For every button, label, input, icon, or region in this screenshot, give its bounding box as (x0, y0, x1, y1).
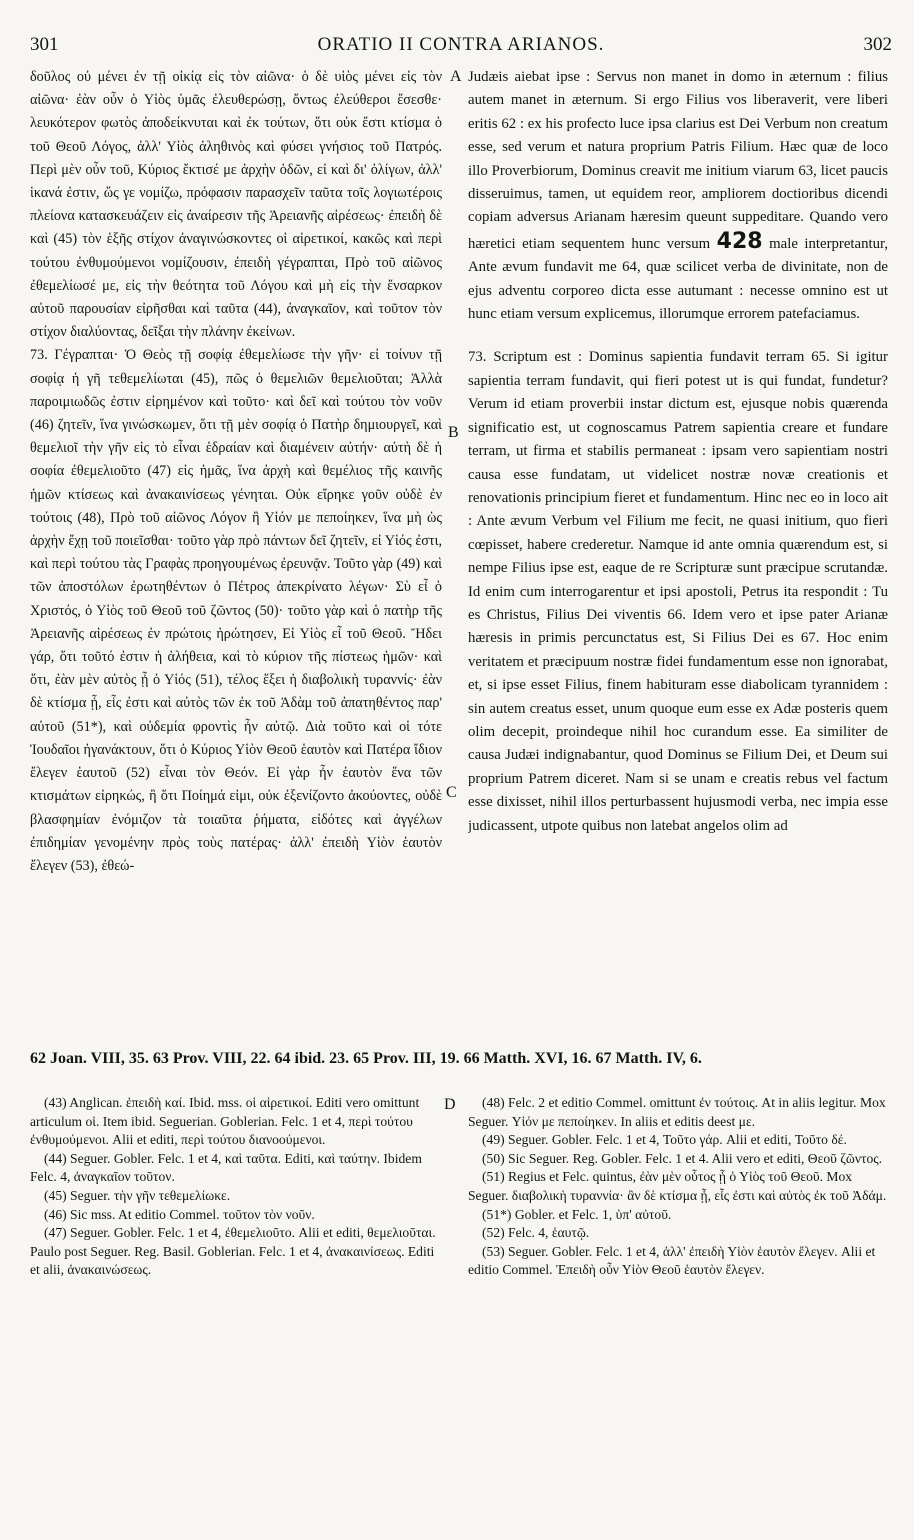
latin-paragraph-1a: Judæis aiebat ipse : Servus non manet in domo in æternum : filius autem manet in æternum. Si ergo Filius vos liberaverit, vere liberi eritis 62 : ex his profecto luce ipsa clarius est Dei Verbum non creatum esse, sed verum et natura proprium Patris Filium. Hæc quæ de loco illo Proverbiorum, Dominus creavit me initium viarum 63, licet paucis disseruimus, tamen, ut equidem reor, ampliorem doctioribus dicendi copiam adversus Arianam hæresim queunt suppeditare. Quando vero hæretici etiam sequentem hunc versum (468, 69, 888, 252)
margin-marker-d: D (444, 1096, 456, 1113)
footnote: (48) Felc. 2 et editio Commel. omittunt ἐν τούτοις. At in aliis legitur. Mox Seguer. Υἱόν με πεποίηκεν. In aliis et editis deest με. (468, 1095, 886, 1129)
footnote: (44) Seguer. Gobler. Felc. 1 et 4, καὶ ταῦτα. Editi, καὶ ταύτην. Ibidem Felc. 4, ἀναγκαῖον τοῦτον. (30, 1150, 422, 1185)
footnote: (49) Seguer. Gobler. Felc. 1 et 4, Τοῦτο γάρ. Alii et editi, Τοῦτο δέ. (482, 1132, 847, 1148)
greek-paragraph-1: δοῦλος οὐ μένει ἐν τῇ οἰκίᾳ εἰς τὸν αἰῶνα· ὁ δὲ υἱὸς μένει εἰς τὸν αἰῶνα· ἐὰν οὖν ὁ Υἱὸς ὑμᾶς ἐλευθερώσῃ, ὄντως ἐλεύθεροι ἔσεσθε· λευκότερον φωτὸς ἀποδείκνυται καὶ ἐκ τούτων, ὅτι οὐκ ἔστι κτίσμα ὁ τοῦ Θεοῦ Λόγος, ἀλλ' Υἱὸς ἀληθινὸς καὶ φύσει γνήσιος τοῦ Πατρός. Περὶ μὲν οὖν τοῦ, Κύριος ἔκτισέ με ἀρχὴν ὁδῶν, εἰ καὶ δι' ὀλίγων, ἀλλ' ἱκανά ἐστιν, ὥς γε νομίζω, πρόφασιν παρασχεῖν ταῦτα τοῖς λογιωτέροις πλείονα κατασκευάζειν εἰς ἀναίρεσιν τῆς Ἀρειανῆς αἱρέσεως· ἐπειδὴ δὲ καὶ (45) τὸν ἑξῆς στίχον ἀναγινώσκοντες οἱ αἱρετικοί, κακῶς καὶ περὶ τούτου ἐνθυμούμενοι νομίζουσιν, ἐπειδὴ γέγραπται, Πρὸ τοῦ αἰῶνος ἐθεμελίωσέ με, εἰς τὴν θεότητα τοῦ Λόγου καὶ μὴ εἰς τὴν ἔνσαρκον αὐτοῦ παρουσίαν εἰρῆσθαι καὶ ταῦτα (44), ἀναγκαῖον, καὶ τοῦτον τὸν στίχον διαλύοντας, δεῖξαι τὴν πλάνην ἐκείνων. (30, 69, 442, 341)
footnote: (43) Anglican. ἐπειδὴ καί. Ibid. mss. οἱ αἱρετικοί. Editi vero omittunt articulum οἱ. Item ibid. Seguerian. Goblerian. Felc. 1 et 4, περὶ τούτου ἐνθυμούμενοι. Alii et editi, περὶ τούτου διανοούμενοι. (30, 1095, 420, 1148)
footnote: (46) Sic mss. At editio Commel. τοῦτον τὸν νοῦν. (44, 1206, 315, 1222)
scripture-references: 62 Joan. VIII, 35. 63 Prov. VIII, 22. 64 ibid. 23. 65 Prov. III, 19. 66 Matth. XVI, 16. 67 Matth. IV, 6. (30, 1050, 702, 1067)
greek-text-column (30, 66, 442, 1022)
margin-marker-b: B (448, 424, 459, 441)
footnote: (51*) Gobler. et Felc. 1, ὑπ' αὐτοῦ. (482, 1206, 672, 1222)
footnote: (53) Seguer. Gobler. Felc. 1 et 4, ἀλλ' ἐπειδὴ Υἱὸν ἑαυτὸν ἔλεγεν. Alii et editio Commel. Ἐπειδὴ οὖν Υἱὸν Θεοῦ ἑαυτὸν ἔλεγεν. (468, 1243, 876, 1278)
latin-paragraph-1 (468, 66, 888, 326)
running-header (30, 34, 892, 58)
page-number-right: 302 (863, 34, 892, 55)
footnotes-left (30, 1094, 442, 1534)
page-number-left: 301 (30, 34, 59, 55)
greek-paragraph-2: 73. Γέγραπται· Ὁ Θεὸς τῇ σοφίᾳ ἐθεμελίωσε τὴν γῆν· εἰ τοίνυν τῇ σοφίᾳ ἡ γῆ τεθεμελίωται (45), πῶς ὁ θεμελιῶν θεμελιοῦται; Ἀλλὰ παροιμιωδῶς ἐστιν εἰρημένον καὶ τοῦτο· καὶ δεῖ καὶ τούτου τὸν νοῦν (46) ζητεῖν, ἵνα γινώσκωμεν, ὅτι τῇ μὲν σοφίᾳ ὁ Πατὴρ δημιουργεῖ, καὶ θεμελιοῖ τὴν γῆν εἰς τὸ εἶναι ἑδραίαν καὶ διαμένειν αὐτήν· αὐτὴ δὲ ἡ σοφία ἐθεμελιοῦτο (47) εἰς ἡμᾶς, ἵνα ἀρχὴ καὶ θεμέλιος τῆς καινῆς ἡμῶν κτίσεως καὶ ἀνακαινίσεως γένηται. Οὐκ εἴρηκε γοῦν οὐδὲ ἐν τούτοις (48), Πρὸ τοῦ αἰῶνος Λόγον ἢ Υἱόν με πεποίηκεν, ἵνα μὴ ὡς ἀρχὴν ἔχῃ τοῦ ποιεῖσθαι· τοῦτο γὰρ πρὸ πάντων δεῖ ζητεῖν, εἰ Υἱός ἐστι, καὶ περὶ τούτου τὰς Γραφὰς προηγουμένως ἐρευνᾷν. Τοῦτο γὰρ (49) καὶ τῶν ἀποστόλων ἐρωτηθέντων ὁ Πέτρος ἀπεκρίνατο λέγων· Σὺ εἶ ὁ Χριστός, ὁ Υἱὸς τοῦ Θεοῦ τοῦ ζῶντος (50)· τοῦτο γὰρ καὶ ὁ πατὴρ τῆς Ἀρειανῆς αἱρέσεως ἐν πρώτοις ἠρώτησεν, Εἰ Υἱὸς εἶ τοῦ Θεοῦ. Ἤδει γάρ, ὅτι τοῦτό ἐστιν ἡ ἀλήθεια, καὶ τὸ κύριον τῆς πίστεως ἡμῶν· καὶ ὅτι, ἐὰν μὲν αὐτὸς ᾖ ὁ Υἱός (51), τέλος ἕξει ἡ διαβολικὴ τυραννίς· ἐὰν δὲ κτίσμα ᾖ, εἷς ἐστι καὶ αὐτὸς τῶν ἐκ τοῦ Ἀδὰμ τοῦ ἀπατηθέντος παρ' αὐτοῦ (51*), καὶ οὐδεμία φροντὶς ἦν αὐτῷ. Διὰ τοῦτο καὶ οἱ τότε Ἰουδαῖοι ἠγανάκτουν, ὅτι ὁ Κύριος Υἱὸν Θεοῦ ἑαυτὸν καὶ Πατέρα ἴδιον ἔλεγεν ἑαυτοῦ (52) εἶναι τὸν Θεόν. Εἰ γὰρ ἦν ἑαυτὸν ἕνα τῶν κτισμάτων εἰρηκώς, ἢ ὅτι Ποίημά εἰμι, οὐκ ἐξενίζοντο ἀκούοντες, οὐδὲ βλασφημίαν ἐνόμιζον τὰ τοιαῦτα ῥήματα, εἰδότες καὶ ἀγγέλων ἐπιδημίαν γενομένην πρὸς τοὺς πατέρας· ἀλλ' ἐπειδὴ Υἱὸν ἑαυτὸν ἔλεγεν (53), ἐθεώ- (30, 347, 442, 874)
latin-paragraph-1b: male interpretantur, Ante ævum fundavit me 64, quæ scilicet verba de divinitate, non de ejus adventu corporeo dicta esse autumant : necesse omnino est ut hunc etiam versum explicemus, illorumque errorem patefaciamus. (468, 235, 888, 323)
latin-text-column (468, 66, 888, 1022)
footnote: (50) Sic Seguer. Reg. Gobler. Felc. 1 et 4. Alii vero et editi, Θεοῦ ζῶντος. (482, 1150, 883, 1166)
footnote: (45) Seguer. τὴν γῆν τεθεμελίωκε. (44, 1187, 231, 1203)
footnote: (47) Seguer. Gobler. Felc. 1 et 4, ἐθεμελιοῦτο. Alii et editi, θεμελιοῦται. Paulo post Seguer. Reg. Basil. Goblerian. Felc. 1 et 4, ἀνακαινίσεως. Editi et alii, ἀνακαινώσεως. (30, 1225, 436, 1278)
footnote: (52) Felc. 4, ἑαυτῷ. (482, 1225, 590, 1241)
latin-paragraph-2: 73. Scriptum est : Dominus sapientia fundavit terram 65. Si igitur sapientia terram fundavit, qui fieri potest ut is qui fundat, fundetur? Verum id etiam proverbii instar dictum est, ejusque nobis quærenda significatio est, ut cognoscamus Patrem sapientia creare et fundare terram, ut firma et stabilis permaneat : ipsam vero sapientiam nostri causa esse fundatam, ut videlicet nostræ novæ creationis et renovationis principium fieret et fundamentum. Hinc nec eo in loco ait : Ante ævum Verbum vel Filium me fecit, ne quasi initium, quo fieri cœpisset, habere crederetur. Namque id ante omnia quærendum est, si nempe Filius ipse est, eaque de re Scripturæ sunt præcipue scrutandæ. Id enim cum interrogarentur et ipsi apostoli, Petrus ita respondit : Tu es Christus, Filius Dei viventis 66. Idem vero et ipse pater Arianæ hæresis in primis percunctatus est, Si Filius Dei es 67. Hoc enim veritatem et præcipuum nostræ fidei fundamentum esse non ignorabat, et, si ipse esset Filius, finem habituram esse diabolicam tyrannidem : sin autem creatus esset, unum quoque eum esse ex Adæ posteris quem olim decepit, proindeque nihil hoc curandum esse. Ea similiter de causa Judæi indignabantur, quod Dominus se Filium Dei, et Deum sui proprium Patrem diceret. Nam si se unam e creatis rebus vel factum esse dixisset, nihil illos perturbassent hujusmodi verba, nec impia esse judicassent, utpote quibus non latebat angelos olim ad (468, 349, 888, 834)
margin-marker-c: C (446, 784, 457, 801)
margin-marker-a: A (450, 68, 462, 85)
page-title: ORATIO II CONTRA ARIANOS. (317, 34, 605, 55)
column-number: 428 (716, 228, 763, 254)
footnote: (51) Regius et Felc. quintus, ἐὰν μὲν οὗτος ᾖ ὁ Υἱὸς τοῦ Θεοῦ. Mox Seguer. διαβολικὴ τυραννία· ἂν δὲ κτίσμα ᾖ, εἷς ἐστι καὶ αὐτὸς ἐκ τοῦ Ἀδάμ. (468, 1169, 887, 1203)
footnotes-right (468, 1094, 888, 1534)
